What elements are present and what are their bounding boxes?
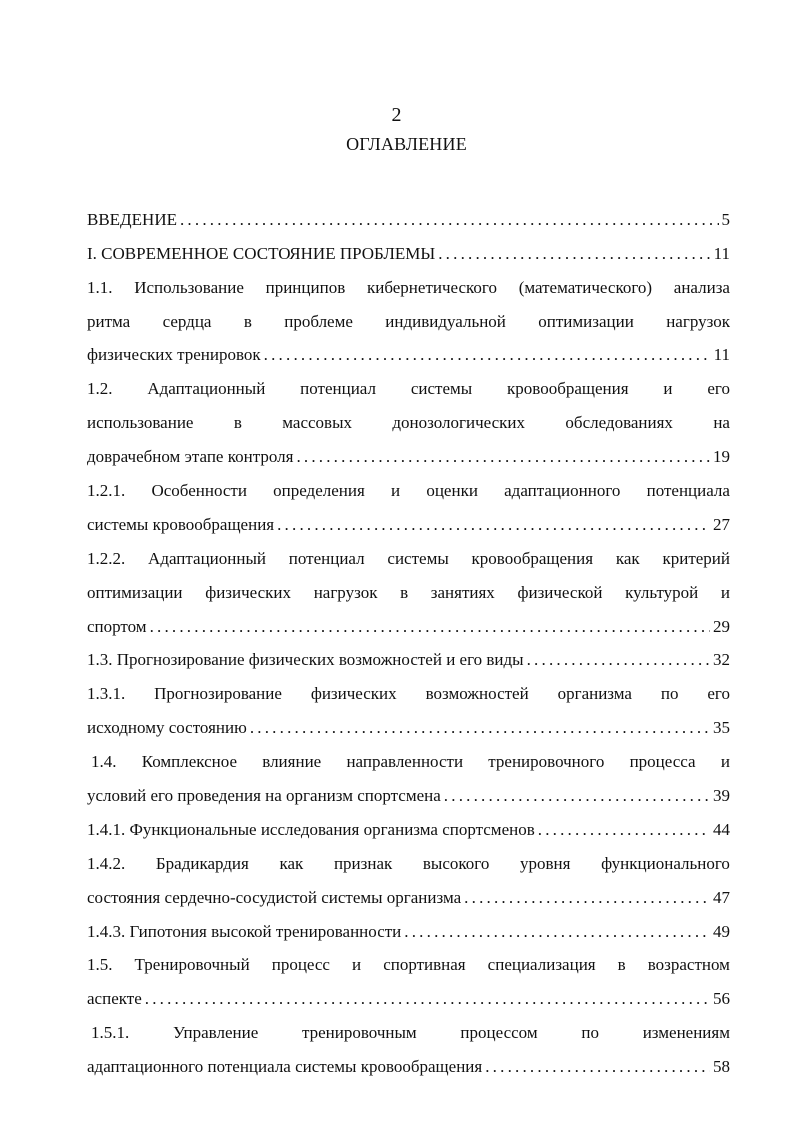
toc-entry-title <box>87 378 730 400</box>
toc-word: потенциала <box>646 481 730 501</box>
dot-leader <box>180 209 719 231</box>
toc-justified-line <box>87 299 730 333</box>
toc-page-number: 47 <box>713 887 730 907</box>
toc-word: Прогнозирование <box>154 684 282 704</box>
toc-justified-line <box>87 400 730 434</box>
toc-entry-title <box>87 582 730 604</box>
toc-entry-title: спортом <box>87 616 147 636</box>
toc-entry-title: физических тренировок <box>87 345 261 365</box>
toc-word: влияние <box>262 752 322 772</box>
toc-entry-title: адаптационного потенциала системы кровообращения <box>87 1057 483 1077</box>
toc-word: возможностей <box>425 684 529 704</box>
toc-justified-line <box>87 468 730 502</box>
toc-word: культурой <box>625 582 699 602</box>
dot-leader <box>438 243 710 265</box>
toc-word: 1.5. <box>87 955 113 975</box>
dot-leader <box>464 887 710 909</box>
toc-word: Особенности <box>151 481 247 501</box>
toc-word: кровообращения <box>471 548 594 568</box>
toc-word: критерий <box>662 548 730 568</box>
toc-word: процессом <box>460 1023 538 1043</box>
toc-entry-title <box>87 853 730 875</box>
toc-word: системы <box>387 548 449 568</box>
toc-word: определения <box>273 481 365 501</box>
toc-entry-chapter-1[interactable] <box>87 231 730 265</box>
toc-page-number: 11 <box>713 345 730 365</box>
toc-word: как <box>279 853 304 873</box>
dot-leader <box>527 649 710 671</box>
toc-entry-title: исходному состоянию <box>87 718 247 738</box>
toc-word: оценки <box>426 481 478 501</box>
toc-entry-title <box>91 751 730 773</box>
toc-word: 1.4. <box>91 752 117 772</box>
toc-word: Комплексное <box>141 752 238 772</box>
toc-page-number: 35 <box>713 718 730 738</box>
toc-word: тренировочного <box>488 752 605 772</box>
toc-page-number: 44 <box>713 819 730 839</box>
toc-word: в <box>617 955 626 975</box>
toc-word: и <box>352 955 362 975</box>
toc-word: функционального <box>601 853 730 873</box>
toc-word: принципов <box>265 277 346 297</box>
toc-justified-line <box>87 841 730 875</box>
toc-word: по <box>581 1023 599 1043</box>
dot-leader <box>538 819 710 841</box>
toc-word: системы <box>410 379 473 399</box>
toc-word: признак <box>333 853 393 873</box>
toc-word: сердца <box>162 311 212 331</box>
toc-word: кибернетического <box>366 277 497 297</box>
page-number: 2 <box>391 104 402 126</box>
toc-page-number: 19 <box>713 447 730 467</box>
toc-entry-title: I. СОВРЕМЕННОЕ СОСТОЯНИЕ ПРОБЛЕМЫ <box>87 243 436 263</box>
toc-word: оптимизации <box>538 311 634 331</box>
dot-leader <box>145 988 710 1010</box>
toc-word: Управление <box>172 1023 259 1043</box>
toc-word: процесса <box>629 752 696 772</box>
toc-entry-title <box>87 683 730 705</box>
toc-word: физической <box>517 582 603 602</box>
dot-leader <box>277 514 710 536</box>
toc-justified-line <box>87 671 730 705</box>
toc-word: ритма <box>87 311 131 331</box>
toc-word: обследованиях <box>565 413 673 433</box>
toc-word: потенциал <box>288 548 365 568</box>
toc-word: использование <box>87 413 194 433</box>
toc-entry-title: доврачебном этапе контроля <box>87 447 294 467</box>
toc-justified-line <box>87 570 730 604</box>
toc-word: потенциал <box>300 379 376 399</box>
toc-entry-introduction[interactable] <box>87 197 730 231</box>
toc-word: 1.5.1. <box>91 1023 130 1043</box>
toc-word: спортивная <box>383 955 466 975</box>
toc-word: в <box>243 311 252 331</box>
toc-entry-1-2[interactable] <box>87 366 730 468</box>
dot-leader <box>150 616 710 638</box>
toc-page-number: 49 <box>713 921 730 941</box>
toc-page-number: 27 <box>713 514 730 534</box>
dot-leader <box>264 344 711 366</box>
toc-word: донозологических <box>392 413 526 433</box>
toc-page-number: 5 <box>721 209 730 229</box>
toc-entry-title <box>87 311 730 333</box>
toc-entry-1-4-3[interactable] <box>87 909 730 943</box>
toc-word: как <box>615 548 640 568</box>
table-of-contents <box>87 197 730 1078</box>
toc-page-number: 56 <box>713 989 730 1009</box>
toc-word: Адаптационный <box>147 379 266 399</box>
toc-word: Тренировочный <box>134 955 250 975</box>
toc-justified-line <box>87 943 730 977</box>
toc-word: (математического) <box>518 277 653 297</box>
toc-word: его <box>707 684 730 704</box>
toc-justified-line <box>87 1010 730 1044</box>
dot-leader <box>296 446 710 468</box>
toc-entry-1-1[interactable] <box>87 265 730 367</box>
toc-word: на <box>713 413 730 433</box>
toc-word: проблеме <box>284 311 353 331</box>
toc-word: в <box>233 413 242 433</box>
toc-page-number: 39 <box>713 786 730 806</box>
toc-word: нагрузок <box>313 582 378 602</box>
toc-word: по <box>660 684 679 704</box>
toc-word: 1.4.2. <box>87 853 126 873</box>
toc-word: специализация <box>487 955 596 975</box>
toc-word: высокого <box>422 853 490 873</box>
toc-word: организма <box>557 684 632 704</box>
toc-entry-1-4[interactable] <box>87 739 730 807</box>
toc-word: 1.2.2. <box>87 548 126 568</box>
toc-justified-line <box>87 739 730 773</box>
toc-word: и <box>720 752 730 772</box>
toc-page-number: 11 <box>713 243 730 263</box>
toc-entry-title: аспекте <box>87 989 142 1009</box>
toc-entry-title <box>87 277 730 299</box>
toc-entry-title <box>87 548 730 570</box>
toc-word: уровня <box>520 853 571 873</box>
toc-entry-title: условий его проведения на организм спортсмена <box>87 786 441 806</box>
toc-word: нагрузок <box>666 311 730 331</box>
toc-page-number: 32 <box>713 650 730 670</box>
toc-entry-1-5[interactable] <box>87 943 730 1011</box>
toc-word: Использование <box>134 277 244 297</box>
toc-word: возрастном <box>647 955 730 975</box>
toc-entry-title <box>91 1022 730 1044</box>
dot-leader <box>444 785 710 807</box>
toc-word: и <box>663 379 673 399</box>
toc-entry-title: состояния сердечно-сосудистой системы организма <box>87 887 462 907</box>
toc-page-number: 58 <box>713 1057 730 1077</box>
toc-entry-1-2-1[interactable] <box>87 468 730 536</box>
toc-word: 1.1. <box>87 277 113 297</box>
dot-leader <box>250 717 710 739</box>
toc-justified-line <box>87 536 730 570</box>
toc-justified-line <box>87 265 730 299</box>
toc-entry-title: ВВЕДЕНИЕ <box>87 209 177 229</box>
toc-word: 1.3.1. <box>87 684 126 704</box>
toc-word: 1.2.1. <box>87 481 126 501</box>
toc-word: кровообращения <box>507 379 629 399</box>
toc-entry-title <box>87 480 730 502</box>
toc-word: и <box>391 481 401 501</box>
toc-word: Адаптационный <box>148 548 266 568</box>
toc-page-number: 29 <box>713 616 730 636</box>
toc-entry-1-4-1[interactable] <box>87 807 730 841</box>
toc-entry-1-5-1[interactable] <box>87 1010 730 1078</box>
toc-entry-1-3-1[interactable] <box>87 671 730 739</box>
toc-word: 1.2. <box>87 379 113 399</box>
dot-leader <box>404 921 710 943</box>
toc-entry-title: системы кровообращения <box>87 514 275 534</box>
toc-entry-1-3[interactable] <box>87 638 730 672</box>
page-title: ОГЛАВЛЕНИЕ <box>346 134 467 154</box>
toc-word: занятиях <box>430 582 495 602</box>
toc-word: тренировочным <box>301 1023 417 1043</box>
toc-entry-title <box>87 412 730 434</box>
dot-leader <box>485 1056 710 1078</box>
toc-word: индивидуальной <box>385 311 506 331</box>
toc-word: направленности <box>346 752 464 772</box>
toc-word: в <box>400 582 409 602</box>
toc-entry-title: 1.3. Прогнозирование физических возможностей и его виды <box>87 650 524 670</box>
toc-word: адаптационного <box>504 481 621 501</box>
toc-entry-title: 1.4.1. Функциональные исследования организма спортсменов <box>87 819 535 839</box>
toc-entry-1-2-2[interactable] <box>87 536 730 638</box>
toc-word: и <box>720 582 730 602</box>
toc-entry-title <box>87 954 730 976</box>
toc-word: его <box>707 379 730 399</box>
toc-word: оптимизации <box>87 582 183 602</box>
toc-word: физических <box>310 684 397 704</box>
toc-entry-title: 1.4.3. Гипотония высокой тренированности <box>87 921 402 941</box>
toc-word: Брадикардия <box>155 853 249 873</box>
toc-entry-1-4-2[interactable] <box>87 841 730 909</box>
toc-word: массовых <box>282 413 353 433</box>
toc-justified-line <box>87 366 730 400</box>
toc-word: физических <box>205 582 292 602</box>
toc-word: процесс <box>271 955 330 975</box>
toc-word: анализа <box>673 277 730 297</box>
toc-word: изменениям <box>642 1023 730 1043</box>
